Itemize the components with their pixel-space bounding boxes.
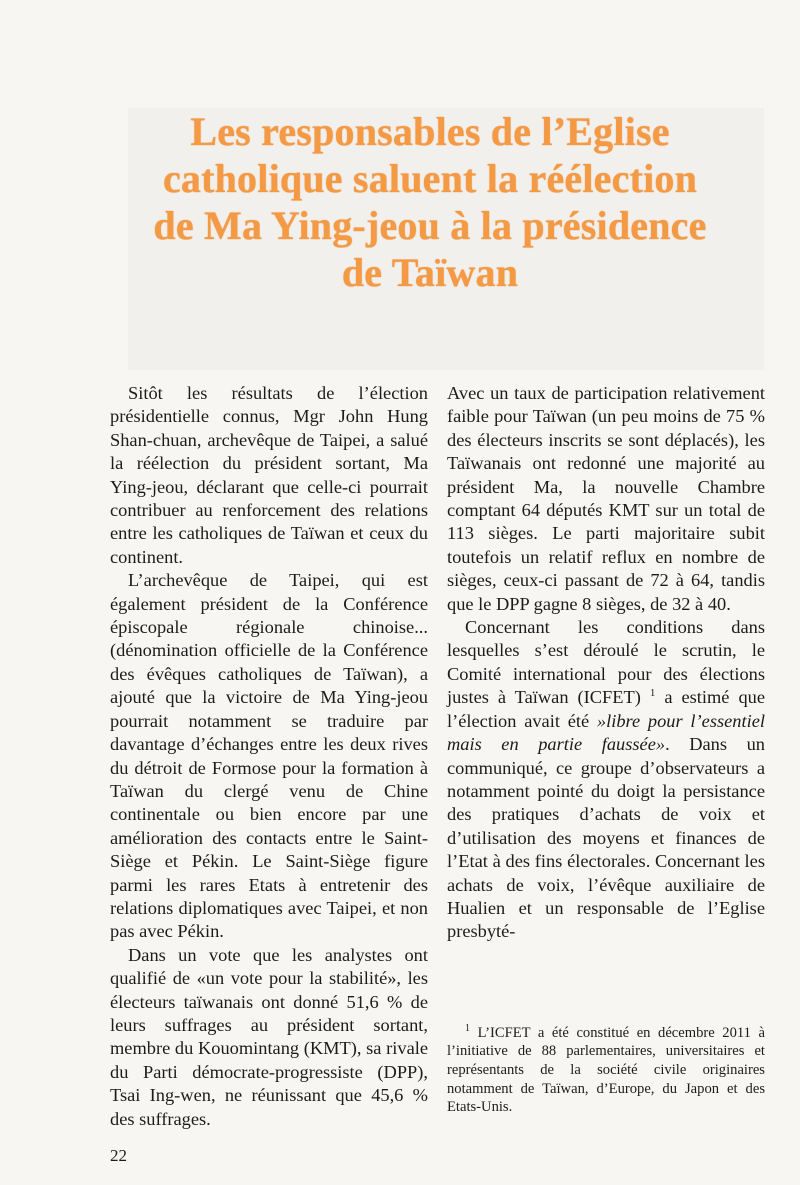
footnote-reference[interactable]: 1 — [649, 687, 656, 700]
title-line-2: catholique saluent la réélection — [162, 156, 698, 201]
page-number: 22 — [110, 1146, 127, 1165]
paragraph-5-end: . Dans un communiqué, ce groupe d’observateurs a notamment pointé du doigt la persistance des pratiques d’achats de voix et d’utilisation des moyens et finances de l’Etat à des fins électorales. Concernant les achats de voix, l’évêque auxiliaire de Hualien et un responsable de l’Eglise presbyté- — [447, 734, 765, 942]
left-column — [110, 382, 428, 1131]
footnote-text: L’ICFET a été constitué en décembre 2011 à l’initiative de 88 parlementaires, universitaires et représentants de la société civile originaires notamment de Taïwan, d’Europe, du Japon et des Etats-Unis. — [447, 1024, 765, 1116]
paragraph-1: Sitôt les résultats de l’élection présidentielle connus, Mgr John Hung Shan-chuan, archevêque de Taipei, a salué la réélection du président sortant, Ma Ying-jeou, déclarant que celle-ci pourrait contribuer au renforcement des relations entre les catholiques de Taïwan et ceux du continent. — [110, 383, 428, 567]
footnote-marker: 1 — [465, 1023, 470, 1034]
footnote — [447, 1020, 765, 1117]
paragraph-5-start: Concernant les conditions dans lesquelles s’est déroulé le scrutin, le Comité international pour des élections justes à Taïwan (ICFET) — [447, 617, 765, 708]
paragraph-3: Dans un vote que les analystes ont qualifié de «un vote pour la stabilité», les électeurs taïwanais ont donné 51,6 % de leurs suffrages au président sortant, membre du Kouomintang (KMT), sa rivale du Parti démocrate-progressiste (DPP), Tsai Ing-wen, ne réunissant que 45,6 % des suffrages. — [110, 944, 428, 1129]
paragraph-2: L’archevêque de Taipei, qui est également président de la Conférence épiscopale régionale chinoise... (dénomination officielle de la Conférence des évêques catholiques de Taïwan), a ajouté que la victoire de Ma Ying-jeou pourrait notamment se traduire par davantage d’échanges entre les deux rives du détroit de Formose pour la formation à Taïwan du clergé venu de Chine continentale ou bien encore par une amélioration des contacts entre le Saint-Siège et Pékin. Le Saint-Siège figure parmi les rares Etats à entretenir des relations diplomatiques avec Taipei, et non pas avec Pékin. — [110, 570, 428, 942]
right-column — [447, 382, 765, 944]
title-line-1: Les responsables de l’Eglise — [190, 109, 670, 154]
paragraph-5-middle: a estimé que l’élection avait été — [447, 687, 765, 731]
article-title — [110, 108, 750, 296]
quoted-assessment: »libre pour l’essentiel mais en partie faussée» — [447, 710, 765, 755]
paragraph-4: Avec un taux de participation relativement faible pour Taïwan (un peu moins de 75 % des électeurs inscrits se sont déplacés), les Taïwanais ont redonné une majorité au président Ma, la nouvelle Chambre comptant 64 députés KMT sur un total de 113 sièges. Le parti majoritaire subit toutefois un relatif reflux en nombre de sièges, ceux-ci passant de 72 à 64, tandis que le DPP gagne 8 sièges, de 32 à 40. — [447, 383, 765, 614]
title-line-4: de Taïwan — [341, 250, 519, 295]
title-line-3: de Ma Ying-jeou à la présidence — [153, 203, 707, 248]
paragraph-5 — [447, 616, 765, 944]
